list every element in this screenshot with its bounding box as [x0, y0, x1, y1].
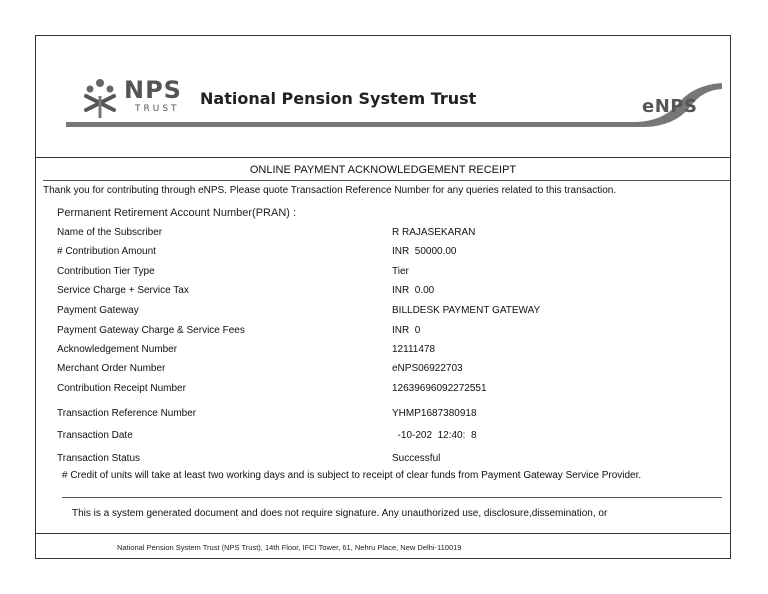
detail-value: INR 0.00 — [392, 285, 435, 296]
detail-value: YHMP1687380918 — [392, 408, 477, 419]
detail-value: Tier — [392, 266, 409, 277]
header-divider — [35, 157, 731, 158]
header-swoosh — [62, 75, 722, 135]
detail-value: INR 50000.00 — [392, 246, 457, 257]
detail-label: Payment Gateway Charge & Service Fees — [57, 325, 245, 336]
detail-label: Transaction Reference Number — [57, 408, 197, 419]
detail-label: Payment Gateway — [57, 305, 139, 316]
detail-label: Name of the Subscriber — [57, 227, 163, 238]
detail-label: Service Charge + Service Tax — [57, 285, 189, 296]
detail-value: eNPS06922703 — [392, 363, 463, 374]
detail-label: Contribution Receipt Number — [57, 383, 186, 394]
detail-value: R RAJASEKARAN — [392, 227, 476, 238]
logo-text: NPS — [124, 76, 182, 104]
credit-note: # Credit of units will take at least two working days and is subject to receipt of clear funds from Payment Gateway Service Provider. — [62, 470, 642, 481]
org-name: National Pension System Trust — [200, 89, 477, 108]
detail-label: Merchant Order Number — [57, 363, 166, 374]
detail-label: Transaction Status — [57, 453, 141, 464]
detail-value: 12639696092272551 — [392, 383, 487, 394]
logo-subtext: TRUST — [135, 104, 180, 114]
title-divider — [43, 180, 731, 181]
disclaimer-text: This is a system generated document and does not require signature. Any unauthorized use, disclosure,dissemination, or — [72, 508, 608, 519]
detail-label: Acknowledgement Number — [57, 344, 178, 355]
pran-label: Permanent Retirement Account Number(PRAN) : — [57, 207, 297, 219]
footer-address: National Pension System Trust (NPS Trust), 14th Floor, IFCI Tower, 61, Nehru Place, New Delhi-110019 — [117, 543, 462, 552]
detail-label: # Contribution Amount — [57, 246, 156, 257]
footer-divider — [35, 533, 731, 534]
detail-value: Successful — [392, 453, 441, 464]
detail-value: 12111478 — [392, 344, 436, 355]
detail-value: BILLDESK PAYMENT GATEWAY — [392, 305, 541, 316]
note-divider — [62, 497, 722, 498]
detail-label: Contribution Tier Type — [57, 266, 155, 277]
thank-you-text: Thank you for contributing through eNPS. Please quote Transaction Reference Number for any queries related to this transaction. — [43, 185, 617, 196]
detail-label: Transaction Date — [57, 430, 133, 441]
receipt-title: ONLINE PAYMENT ACKNOWLEDGEMENT RECEIPT — [249, 164, 517, 176]
detail-value: INR 0 — [392, 325, 421, 336]
detail-value: -10-202 12:40: 8 — [392, 430, 477, 441]
enps-logo-text: eNPS — [642, 96, 698, 117]
